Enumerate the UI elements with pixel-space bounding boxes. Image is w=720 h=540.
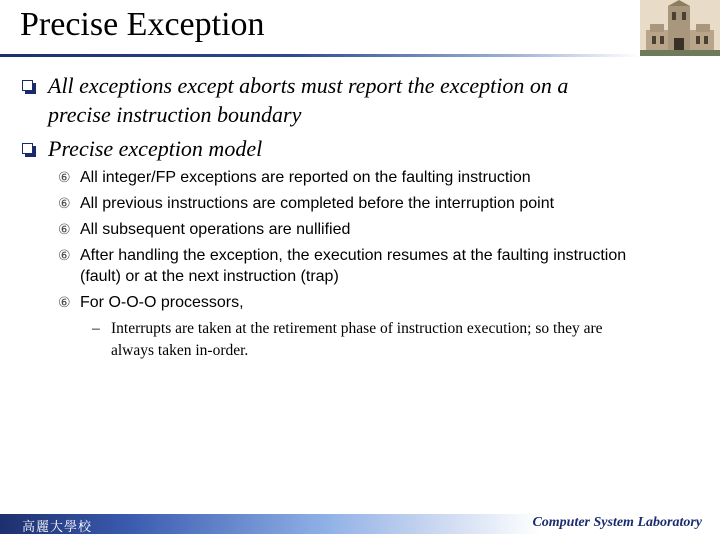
bullet-text-line: All subsequent operations are nullified (80, 221, 351, 238)
bullet-text-line: After handling the exception, the execution resumes at the faulting instruction (80, 247, 627, 264)
bullet-text-line: All previous instructions are completed before the interruption point (80, 195, 555, 212)
footer-university-name: 高麗大學校 (22, 520, 93, 535)
circled-six-bullet-icon: ⑥ (58, 295, 71, 311)
bullet-text-line: Precise exception model (48, 136, 263, 161)
dash-bullet: – (92, 320, 100, 337)
square-bullet-icon (22, 143, 33, 154)
circled-six-bullet-icon: ⑥ (58, 170, 71, 186)
bullet-text-line: For O-O-O processors, (80, 294, 244, 311)
bullet-text-line: always taken in-order. (111, 342, 249, 359)
footer-lab-name: Computer System Laboratory (532, 515, 702, 530)
bullet-text-line: precise instruction boundary (48, 102, 302, 127)
slide-title: Precise Exception (20, 6, 265, 43)
bullet-text-line: Interrupts are taken at the retirement phase of instruction execution; so they are (111, 320, 603, 337)
bullet-text-line: All exceptions except aborts must report the exception on a (48, 73, 569, 98)
circled-six-bullet-icon: ⑥ (58, 248, 71, 264)
bullet-text-line: All integer/FP exceptions are reported on the faulting instruction (80, 169, 531, 186)
circled-six-bullet-icon: ⑥ (58, 222, 71, 238)
circled-six-bullet-icon: ⑥ (58, 196, 71, 212)
square-bullet-icon (22, 80, 33, 91)
footer-bar (0, 514, 720, 534)
bullet-text-line: (fault) or at the next instruction (trap) (80, 268, 339, 285)
